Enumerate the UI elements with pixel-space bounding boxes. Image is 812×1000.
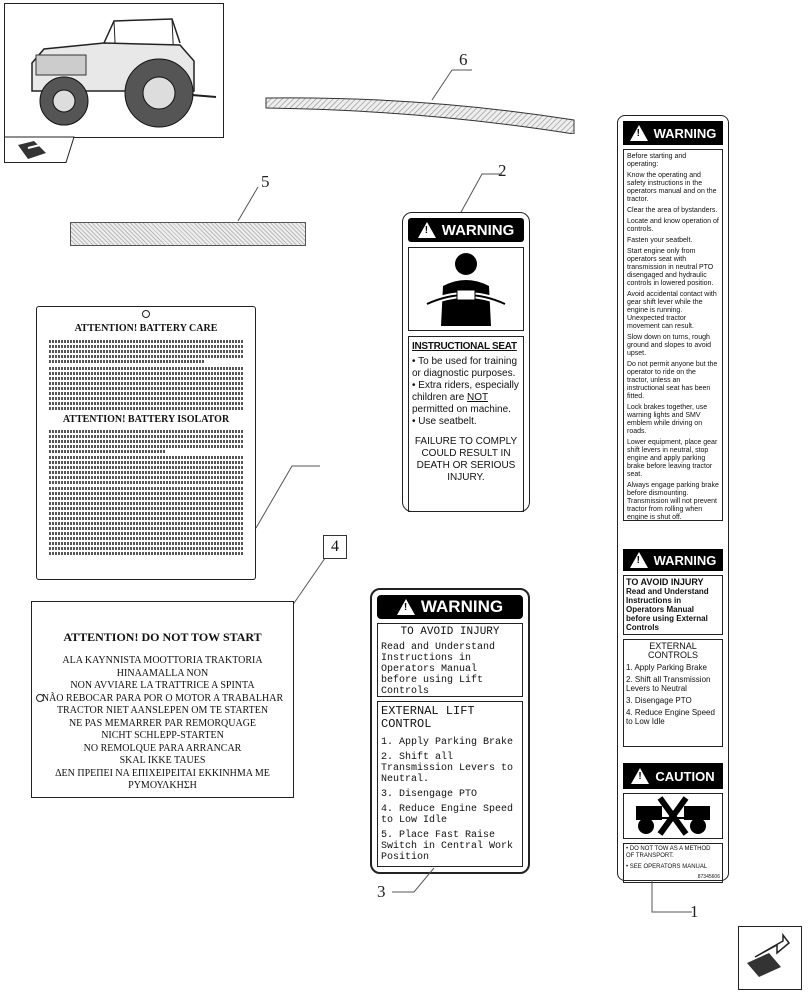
tow-hole-icon (36, 694, 44, 702)
lift-subheading: EXTERNAL LIFT CONTROL (381, 704, 475, 731)
leader-3 (384, 864, 444, 904)
seat-heading: INSTRUCTIONAL SEAT (412, 341, 517, 352)
tow-line-4: TRACTOR NIET AANSLEPEN OM TE STARTEN (56, 705, 269, 716)
seat-footer: FAILURE TO COMPLY COULD RESULT IN DEATH OR SERIOUS INJURY. (414, 436, 518, 483)
no-tow-pictogram (623, 793, 723, 839)
tow-line-1: ALA KAYNNISTA MOOTTORIA TRAKTORIA HINAAMALLA NON (62, 655, 263, 679)
callout-3: 3 (377, 882, 386, 901)
lift-step-3: 3. Disengage PTO (381, 789, 478, 800)
lift-step-2: 2. Shift all Transmission Levers to Neutral. (381, 752, 514, 785)
tall-ext-heading: EXTERNAL CONTROLS (647, 641, 698, 660)
tall-warning-header-2: ! WARNING (623, 549, 723, 571)
decal-6-strip (262, 62, 582, 134)
seat-instruction-panel (408, 336, 524, 512)
tow-line-6: NICHT SCHLEPP-STARTEN (101, 730, 224, 741)
battery-isolator-title: ATTENTION! BATTERY ISOLATOR (62, 414, 230, 425)
lift-step-1: 1. Apply Parking Brake (381, 737, 514, 748)
callout-5: 5 (261, 172, 270, 191)
tall-avoid-panel (623, 575, 723, 635)
tow-note-1: • DO NOT TOW AS A METHOD OF TRANSPORT. (626, 846, 711, 859)
tow-notes-panel (623, 843, 723, 883)
tall-avoid-text: Read and Understand Instructions in Operators Manual before using External Controls (626, 587, 709, 632)
tow-note-2: • SEE OPERATORS MANUAL (626, 864, 708, 870)
decal-battery-care (36, 306, 256, 580)
tow-line-7: NO REMOLQUE PARA ARRANCAR (83, 742, 242, 754)
tall-ext-panel (623, 639, 723, 747)
tall-ext-step-2: 2. Shift all Transmission Levers to Neutral (626, 675, 711, 693)
tall-ext-step-3: 3. Disengage PTO (626, 696, 692, 705)
tow-line-2: NON AVVIARE LA TRATTRICE A SPINTA (70, 680, 255, 691)
lift-avoid-panel (377, 623, 523, 697)
tall-avoid-heading: TO AVOID INJURY (626, 577, 704, 587)
callout-2: 2 (498, 161, 507, 180)
battery-care-text (49, 340, 243, 410)
battery-care-title: ATTENTION! BATTERY CARE (74, 323, 218, 334)
tall-bullets-panel (623, 149, 723, 521)
tall-bullet-2: Know the operating and safety instructions in the operators manual and on the tractor. (627, 172, 717, 203)
lift-steps-panel (377, 701, 523, 867)
decal-5-strip (70, 222, 306, 246)
tall-bullet-8: Slow down on turns, rough ground and slopes to avoid upset. (627, 334, 712, 357)
tall-caution-header: ! CAUTION (623, 763, 723, 789)
tow-translations (40, 655, 285, 793)
lift-avoid-heading: TO AVOID INJURY (400, 626, 500, 638)
lift-step-5: 5. Place Fast Raise Switch in Central Work Position (381, 830, 514, 863)
battery-isolator-text (49, 430, 243, 555)
tow-line-5: NE PAS MEMARRER PAR REMORQUAGE (68, 717, 257, 729)
warning-triangle-icon (418, 222, 436, 238)
tractor-thumbnail (4, 3, 224, 163)
tow-line-8: SKAL IKKE TAUES (119, 755, 206, 766)
warning-header: ! WARNING (408, 218, 524, 242)
leader-5 (228, 185, 278, 225)
tall-part-number: 87345606 (697, 874, 720, 880)
tall-bullet-5: Fasten your seatbelt. (627, 237, 693, 244)
decal-lift-control (370, 588, 530, 874)
next-page-icon[interactable] (738, 926, 802, 990)
tall-warning-header-1: ! WARNING (623, 121, 723, 145)
arrow-page-icon (739, 927, 799, 987)
tall-bullet-3: Clear the area of bystanders. (627, 207, 718, 214)
tall-bullet-11: Lower equipment, place gear shift levers in neutral, stop engine and apply parking brake before leaving tractor seat. (627, 439, 718, 478)
no-tow-icon (628, 796, 718, 836)
tow-line-9: ΔΕΝ ΠΡΕΠΕΙ ΝΑ ΕΠΙΧΕΙΡΕΙΤΑΙ ΕΚΚΙΝΗΜΑ ΜΕ ΡΥΜΟΥΛΚΗΣΗ (55, 767, 270, 791)
tall-bullet-12: Always engage parking brake before dismounting. Transmission will not prevent tractor from rolling when engine is shut off. (627, 482, 719, 521)
callout-6: 6 (459, 50, 468, 69)
callout-1: 1 (690, 902, 699, 921)
lift-warning-header: ! WARNING (377, 595, 523, 619)
decal-instructional-seat (402, 212, 530, 512)
lift-step-4: 4. Reduce Engine Speed to Low Idle (381, 804, 514, 826)
tall-bullet-6: Start engine only from operators seat with transmission in neutral PTO disengaged and hydraulic controls in lowered position. (627, 248, 714, 287)
seatbelt-icon (421, 250, 511, 328)
decal-tall-warning (617, 115, 729, 881)
warning-triangle-icon (630, 125, 648, 141)
tall-bullet-4: Locate and know operation of controls. (627, 218, 719, 233)
tractor-illustration (4, 3, 224, 163)
battery-hole-icon (142, 310, 150, 318)
tall-bullet-1: Before starting and operating: (627, 153, 687, 168)
warning-triangle-icon (630, 552, 648, 568)
warning-triangle-icon (397, 599, 415, 615)
seat-bullet-1: • To be used for training or diagnostic purposes. (412, 356, 518, 379)
warning-triangle-icon (631, 768, 649, 784)
callout-4: 4 (331, 538, 339, 555)
tall-bullet-10: Lock brakes together, use warning lights and SMV emblem while driving on roads. (627, 404, 708, 435)
tall-bullet-7: Avoid accidental contact with gear shift lever while the engine is running. Unexpected tractor movement can result. (627, 291, 717, 330)
tall-bullet-9: Do not permit anyone but the operator to ride on the tractor, unless an instructional seat has been fitted. (627, 361, 718, 400)
tall-ext-step-4: 4. Reduce Engine Speed to Low Idle (626, 708, 715, 726)
tow-title: ATTENTION! DO NOT TOW START (63, 630, 262, 644)
lift-avoid-text: Read and Understand Instructions in Operators Manual before using Lift Controls (381, 642, 496, 697)
tow-line-3: NÃO REBOCAR PARA POR O MOTOR A TRABALHAR (41, 692, 284, 704)
tall-ext-step-1: 1. Apply Parking Brake (626, 663, 707, 672)
decal-do-not-tow (31, 601, 294, 798)
seat-bullet-2: • Extra riders, especially children are NOT permitted on machine. (412, 380, 519, 415)
seatbelt-pictogram (408, 247, 524, 331)
seat-bullet-3: • Use seatbelt. (412, 416, 477, 427)
callout-4-box (323, 535, 347, 559)
